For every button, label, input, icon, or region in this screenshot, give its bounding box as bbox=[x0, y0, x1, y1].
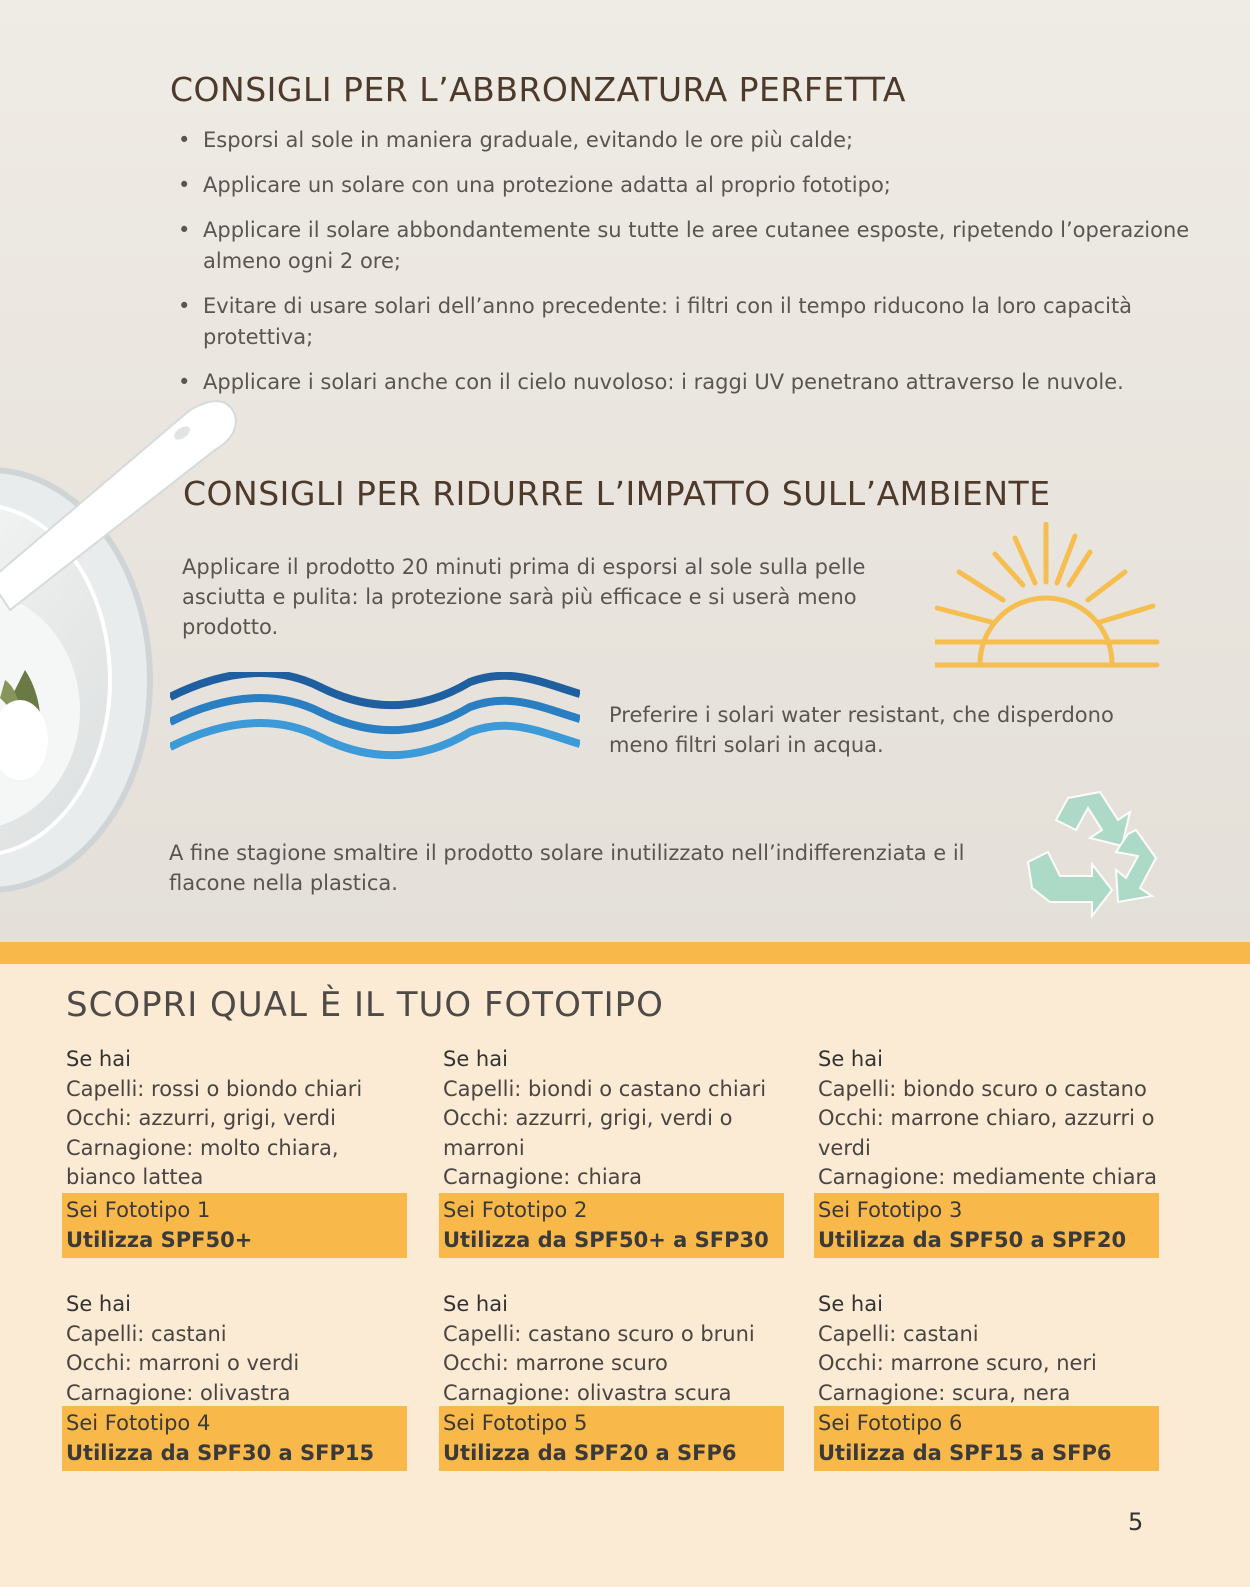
phototype-label: Sei Fototipo 5 bbox=[443, 1411, 588, 1435]
card-line-hair: Capelli: biondi o castano chiari bbox=[443, 1076, 767, 1101]
card-lead: Se hai bbox=[66, 1047, 131, 1071]
card-line-eyes: Occhi: marroni o verdi bbox=[66, 1351, 300, 1375]
phototype-card-5 bbox=[443, 1290, 793, 1465]
spf-recommendation: Utilizza da SPF15 a SFP6 bbox=[818, 1440, 1112, 1465]
phototype-result-box bbox=[814, 1193, 1159, 1258]
phototype-title: SCOPRI QUAL È IL TUO FOTOTIPO bbox=[66, 985, 664, 1025]
card-line-skin: Carnagione: chiara bbox=[443, 1165, 643, 1189]
spf-recommendation: Utilizza da SPF50 a SPF20 bbox=[818, 1227, 1127, 1252]
spf-recommendation: Utilizza da SPF20 a SFP6 bbox=[443, 1440, 737, 1465]
list-item: • Applicare un solare con una protezione adatta al proprio fototipo; bbox=[178, 170, 1218, 201]
phototype-card-1 bbox=[66, 1045, 416, 1252]
card-line-eyes: Occhi: marrone scuro, neri bbox=[818, 1351, 1097, 1375]
card-lead: Se hai bbox=[443, 1047, 508, 1071]
card-line-hair: Capelli: castani bbox=[66, 1321, 227, 1346]
phototype-card-6 bbox=[818, 1290, 1168, 1465]
card-line-skin: Carnagione: mediamente chiara bbox=[818, 1165, 1157, 1189]
card-line-skin: Carnagione: molto chiara, bianco lattea bbox=[66, 1135, 339, 1189]
spf-recommendation: Utilizza da SPF50+ a SFP30 bbox=[443, 1227, 769, 1252]
list-item: • Esporsi al sole in maniera graduale, evitando le ore più calde; bbox=[178, 125, 1218, 156]
spf-recommendation: Utilizza SPF50+ bbox=[66, 1227, 253, 1252]
phototype-label: Sei Fototipo 6 bbox=[818, 1411, 963, 1435]
list-item: • Applicare il solare abbondantemente su tutte le aree cutanee esposte, ripetendo l’operazione almeno ogni 2 ore; bbox=[178, 215, 1218, 277]
spf-recommendation: Utilizza da SPF30 a SFP15 bbox=[66, 1440, 375, 1465]
tanning-tips-title: CONSIGLI PER L’ABBRONZATURA PERFETTA bbox=[170, 70, 906, 109]
environment-tips-title: CONSIGLI PER RIDURRE L’IMPATTO SULL’AMBIENTE bbox=[183, 474, 1051, 513]
phototype-label: Sei Fototipo 3 bbox=[818, 1198, 963, 1222]
list-item: • Applicare i solari anche con il cielo nuvoloso: i raggi UV penetrano attraverso le nuvole. bbox=[178, 367, 1218, 398]
phototype-label: Sei Fototipo 4 bbox=[66, 1411, 211, 1435]
phototype-result-box bbox=[439, 1193, 784, 1258]
card-line-eyes: Occhi: azzurri, grigi, verdi bbox=[66, 1106, 336, 1130]
sun-icon bbox=[935, 522, 1165, 672]
card-line-hair: Capelli: castani bbox=[818, 1321, 979, 1346]
apply-tip-text: Applicare il prodotto 20 minuti prima di esporsi al sole sulla pelle asciutta e pulita: la protezione sarà più efficace e si userà meno prodotto. bbox=[182, 555, 866, 639]
card-lead: Se hai bbox=[66, 1292, 131, 1316]
phototype-label: Sei Fototipo 2 bbox=[443, 1198, 588, 1222]
phototype-card-2 bbox=[443, 1045, 793, 1252]
card-line-skin: Carnagione: olivastra bbox=[66, 1380, 291, 1405]
card-line-hair: Capelli: castano scuro o bruni bbox=[443, 1321, 755, 1346]
section-divider-band bbox=[0, 942, 1250, 964]
tanning-tips-list bbox=[178, 125, 1218, 412]
card-line-skin: Carnagione: scura, nera bbox=[818, 1380, 1071, 1405]
phototype-card-3 bbox=[818, 1045, 1168, 1252]
card-lead: Se hai bbox=[818, 1047, 883, 1071]
phototype-label: Sei Fototipo 1 bbox=[66, 1198, 211, 1222]
page-number: 5 bbox=[1128, 1508, 1144, 1536]
waves-icon bbox=[170, 672, 580, 767]
phototype-result-box bbox=[62, 1406, 407, 1471]
card-line-skin: Carnagione: olivastra scura bbox=[443, 1380, 732, 1405]
recycle-icon bbox=[1020, 790, 1160, 925]
card-lead: Se hai bbox=[818, 1292, 883, 1316]
phototype-result-box bbox=[62, 1193, 407, 1258]
card-line-eyes: Occhi: marrone chiaro, azzurri o verdi bbox=[818, 1106, 1155, 1160]
phototype-card-4 bbox=[66, 1290, 416, 1465]
phototype-result-box bbox=[814, 1406, 1159, 1471]
card-line-hair: Capelli: rossi o biondo chiari bbox=[66, 1076, 363, 1101]
dispose-tip-text: A fine stagione smaltire il prodotto solare inutilizzato nell’indifferenziata e il flacone nella plastica. bbox=[169, 841, 965, 895]
card-line-hair: Capelli: biondo scuro o castano bbox=[818, 1076, 1147, 1101]
card-lead: Se hai bbox=[443, 1292, 508, 1316]
card-line-eyes: Occhi: marrone scuro bbox=[443, 1351, 668, 1375]
card-line-eyes: Occhi: azzurri, grigi, verdi o marroni bbox=[443, 1106, 733, 1160]
water-resistant-tip-text: Preferire i solari water resistant, che disperdono meno filtri solari in acqua. bbox=[609, 703, 1114, 757]
list-item: • Evitare di usare solari dell’anno precedente: i filtri con il tempo riducono la loro capacità protettiva; bbox=[178, 291, 1218, 353]
phototype-result-box bbox=[439, 1406, 784, 1471]
